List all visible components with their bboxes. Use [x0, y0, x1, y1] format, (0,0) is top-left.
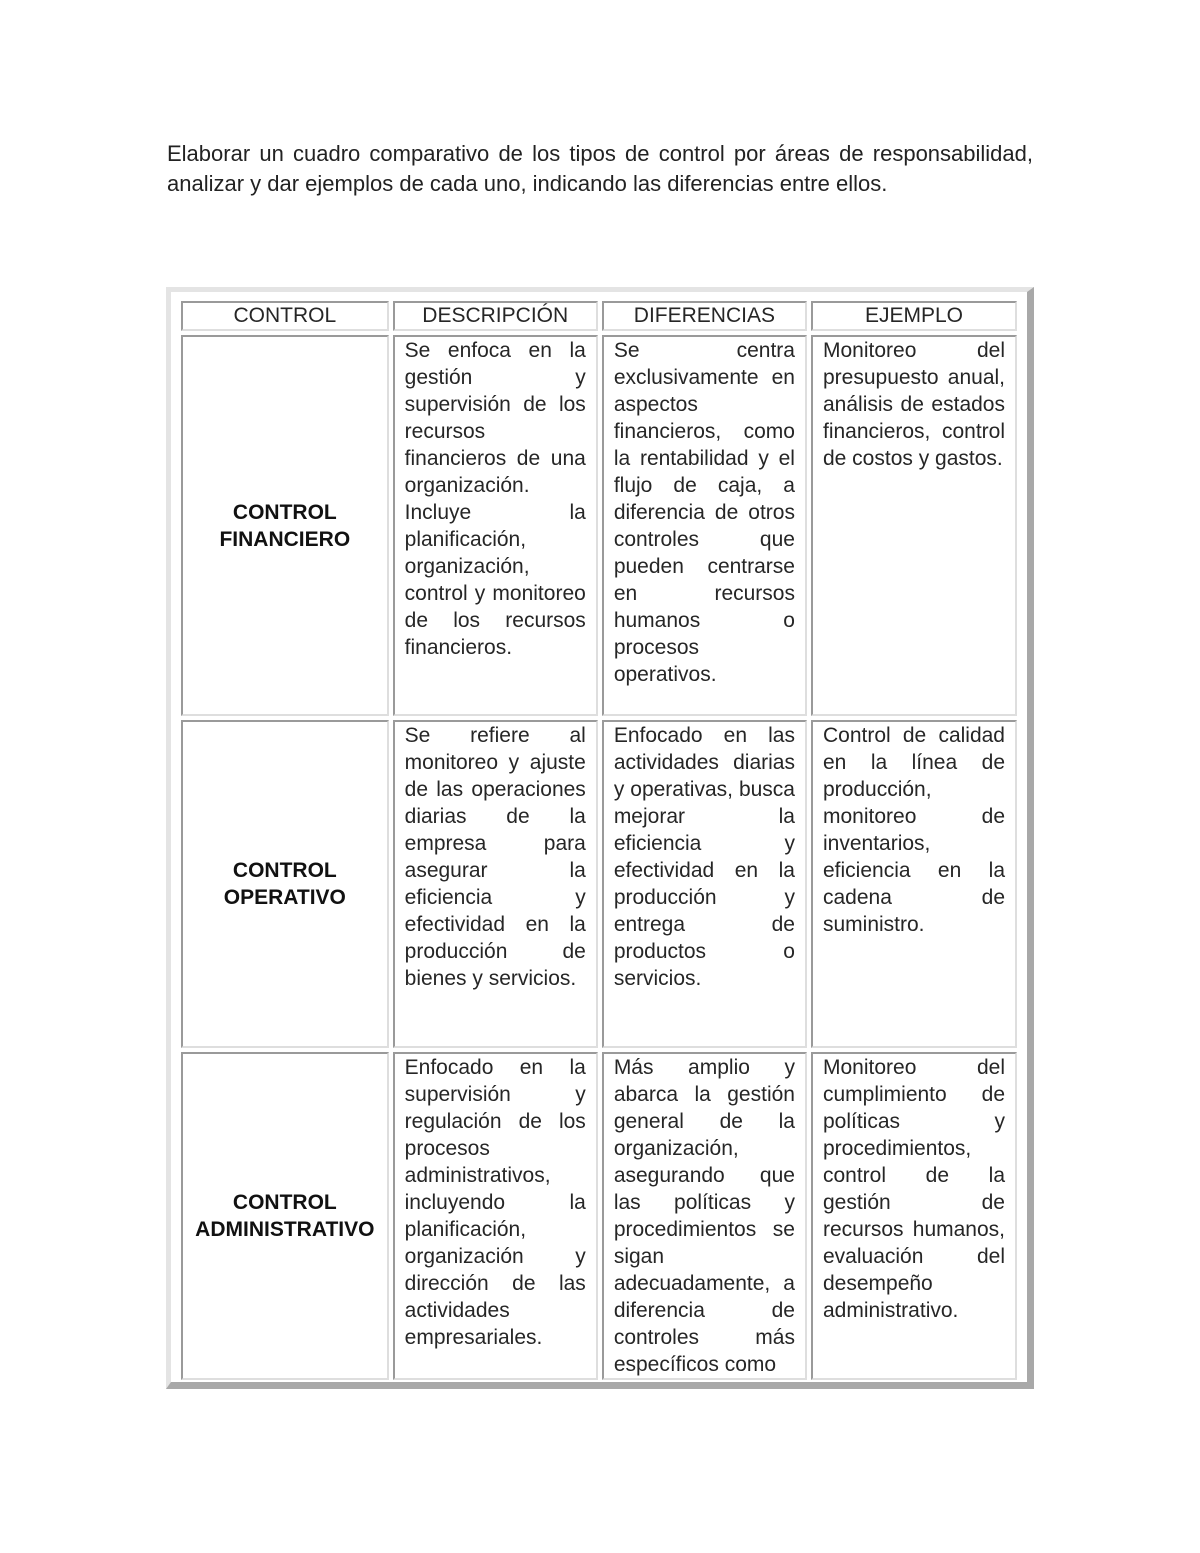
- cell-descripcion: Se enfoca en la gestión y supervisión de los recursos financieros de una organización. Incluye la planificación, organización, control y monitoreo de los recursos financieros.: [393, 335, 598, 716]
- cell-ejemplo: Monitoreo del presupuesto anual, análisis de estados financieros, control de costos y gastos.: [811, 335, 1017, 716]
- row-label: [181, 1052, 389, 1380]
- row-label-line2: FINANCIERO: [219, 527, 351, 551]
- row-label-line2: OPERATIVO: [223, 886, 346, 909]
- table-row-financiero: [181, 335, 1017, 716]
- header-diferencias: DIFERENCIAS: [602, 301, 807, 331]
- table-row-operativo: [181, 720, 1017, 1048]
- cell-ejemplo: Control de calidad en la línea de producción, monitoreo de inventarios, eficiencia en la cadena de suministro.: [811, 720, 1017, 1048]
- header-ejemplo: EJEMPLO: [811, 301, 1017, 331]
- cell-diferencias: Más amplio y abarca la gestión general de la organización, asegurando que las políticas y procedimientos se sigan adecuadamente, a diferencia de controles más específicos como: [602, 1052, 807, 1380]
- cell-descripcion: Se refiere al monitoreo y ajuste de las operaciones diarias de la empresa para asegurar la eficiencia y efectividad en la producción de bienes y servicios.: [393, 720, 598, 1048]
- cell-descripcion: Enfocado en la supervisión y regulación de los procesos administrativos, incluyendo la planificación, organización y dirección de las actividades empresariales.: [393, 1052, 598, 1380]
- intro-paragraph: Elaborar un cuadro comparativo de los tipos de control por áreas de responsabilidad, analizar y dar ejemplos de cada uno, indicando las diferencias entre ellos.: [167, 141, 1033, 196]
- table-row-administrativo: [181, 1052, 1017, 1380]
- cell-diferencias: Enfocado en las actividades diarias y operativas, busca mejorar la eficiencia y efectividad en la producción y entrega de productos o servicios.: [602, 720, 807, 1048]
- header-descripcion: DESCRIPCIÓN: [393, 301, 598, 331]
- row-label: [181, 720, 389, 1048]
- header-control: CONTROL: [181, 301, 389, 331]
- comparison-table-frame: [166, 287, 1034, 1389]
- row-label-line1: CONTROL: [232, 1191, 337, 1214]
- row-label: [181, 335, 389, 716]
- table-header-row: [181, 301, 1017, 331]
- comparison-table: [177, 297, 1021, 1384]
- row-label-line1: CONTROL: [232, 500, 337, 524]
- cell-diferencias: Se centra exclusivamente en aspectos financieros, como la rentabilidad y el flujo de caja, a diferencia de otros controles que pueden centrarse en recursos humanos o procesos operativos.: [602, 335, 807, 716]
- row-label-line2: ADMINISTRATIVO: [195, 1218, 375, 1241]
- row-label-line1: CONTROL: [232, 859, 337, 882]
- cell-ejemplo: Monitoreo del cumplimiento de políticas y procedimientos, control de la gestión de recursos humanos, evaluación del desempeño administrativo.: [811, 1052, 1017, 1380]
